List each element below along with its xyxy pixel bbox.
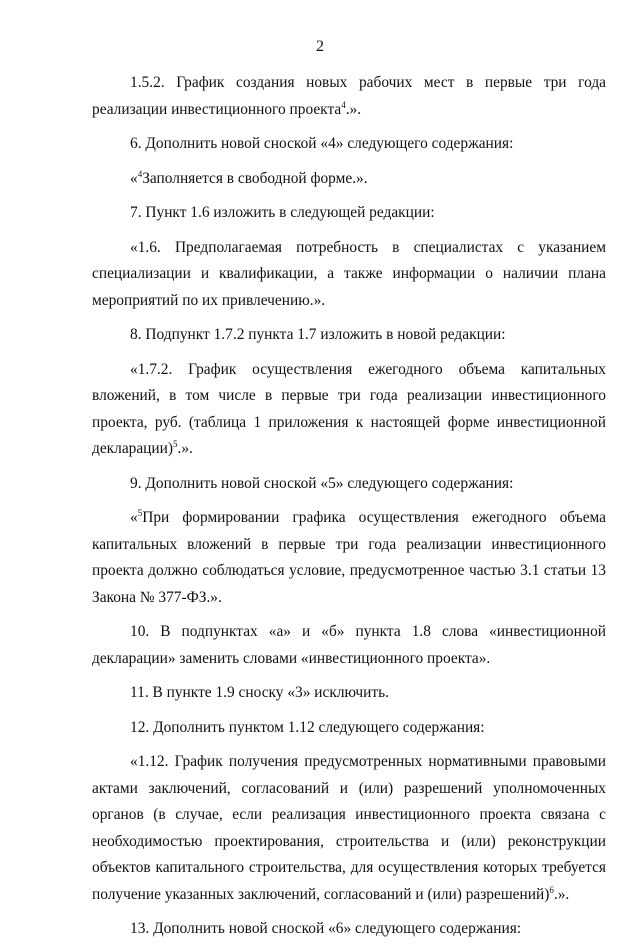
- footnote-ref: 5: [173, 438, 178, 449]
- paragraph: [92, 916, 606, 943]
- paragraph-text: «: [130, 169, 138, 187]
- page-number: 2: [316, 38, 324, 55]
- paragraph: [92, 200, 606, 227]
- paragraph-text: 7. Пункт 1.6 изложить в следующей редакции:: [130, 204, 435, 221]
- paragraph-text: 8. Подпункт 1.7.2 пункта 1.7 изложить в новой редакции:: [130, 326, 506, 343]
- paragraph: [92, 680, 606, 707]
- paragraph: [92, 749, 606, 908]
- paragraph: [92, 235, 606, 315]
- footnote-ref: 4: [137, 168, 143, 179]
- paragraph-text: «1.6. Предполагаемая потребность в специалистах с указанием специализации и квалификации, а также информации о наличии плана мероприятий по их привлечению.».: [92, 238, 606, 309]
- document-body: [92, 70, 606, 951]
- paragraph-text-end: .».: [553, 885, 570, 903]
- footnote-ref: 5: [137, 507, 143, 518]
- paragraph: [92, 619, 606, 672]
- paragraph: [92, 131, 606, 158]
- paragraph: [92, 715, 606, 742]
- paragraph: [92, 70, 606, 123]
- paragraph-text-end: При формировании графика осуществления ежегодного объема капитальных вложений в первые три года реализации инвестиционного проекта должно соблюдаться условие, предусмотренное частью 3.1 статьи 13 Закона № 377-ФЗ.».: [92, 509, 606, 606]
- footnote-ref: 6: [549, 884, 554, 895]
- paragraph-text: 10. В подпунктах «а» и «б» пункта 1.8 слова «инвестиционной декларации» заменить словами «инвестиционного проекта».: [92, 623, 606, 667]
- paragraph-text-end: .».: [345, 100, 362, 118]
- paragraph-text: «1.12. График получения предусмотренных нормативными правовыми актами заключений, согласований и (или) разрешений уполномоченных органов (в случае, если реализация инвестиционного проекта связана с необходимостью проектирования, строительства и (или) реконструкции объектов капитального строительства, для осуществления которых требуется получение указанных заключений, согласований и (или) разрешений): [92, 753, 606, 903]
- paragraph: [92, 357, 606, 463]
- paragraph-text: 12. Дополнить пунктом 1.12 следующего содержания:: [130, 718, 485, 736]
- paragraph: [92, 322, 606, 349]
- paragraph-text: 6. Дополнить новой сноской «4» следующего содержания:: [130, 135, 514, 152]
- paragraph-text: 11. В пункте 1.9 сноску «3» исключить.: [130, 684, 389, 701]
- paragraph-text: 9. Дополнить новой сноской «5» следующего содержания:: [130, 474, 514, 492]
- footnote-ref: 4: [341, 99, 346, 110]
- paragraph-text: 13. Дополнить новой сноской «6» следующего содержания:: [130, 920, 522, 937]
- paragraph-text-end: Заполняется в свободной форме.».: [142, 169, 368, 187]
- paragraph-text: «: [130, 509, 138, 526]
- paragraph-text-end: .».: [177, 440, 193, 457]
- paragraph-text: 1.5.2. График создания новых рабочих мест в первые три года реализации инвестиционного проекта: [92, 74, 606, 118]
- paragraph-text: «1.7.2. График осуществления ежегодного объема капитальных вложений, в том числе в первые три года реализации инвестиционного проекта, руб. (таблица 1 приложения к настоящей форме инвестиционной декларации): [92, 360, 606, 457]
- paragraph: [92, 471, 606, 498]
- paragraph: [92, 505, 606, 611]
- paragraph: [92, 166, 606, 193]
